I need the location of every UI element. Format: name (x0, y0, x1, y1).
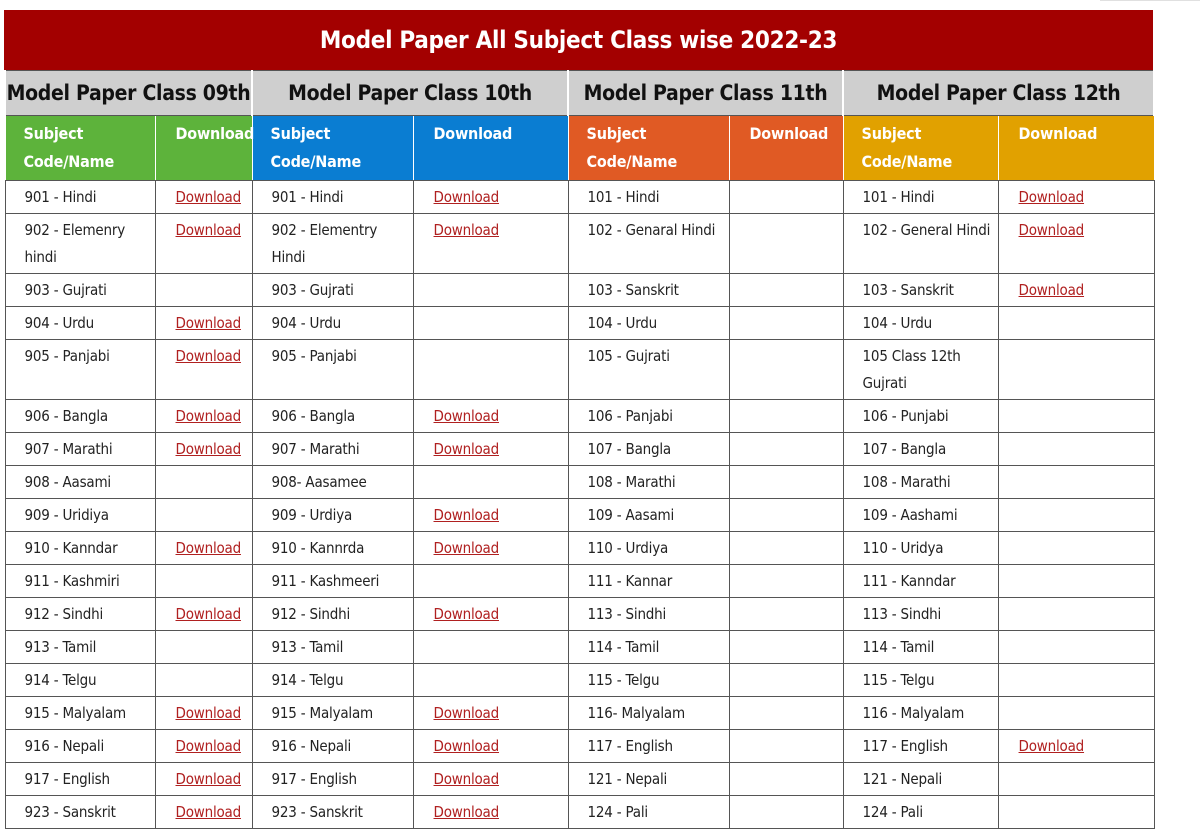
subject-cell-class-12: 115 - Telgu (843, 664, 998, 697)
subject-cell-class-11: 109 - Aasami (568, 499, 729, 532)
subject-cell-class-10: 917 - English (252, 763, 413, 796)
download-cell-class-10 (413, 466, 568, 499)
subject-cell-class-09: 910 - Kanndar (5, 532, 155, 565)
subject-cell-class-10: 915 - Malyalam (252, 697, 413, 730)
class-12-header: Model Paper Class 12th (843, 71, 1154, 116)
download-link[interactable]: Download (433, 770, 499, 788)
download-cell-class-09 (155, 730, 252, 763)
download-cell-class-09 (155, 664, 252, 697)
download-column-header: Download (413, 116, 568, 181)
download-link[interactable]: Download (1018, 188, 1085, 206)
subject-cell-class-12: 102 - General Hindi (843, 214, 998, 274)
subject-cell-class-11: 107 - Bangla (568, 433, 729, 466)
subject-column-header: Subject Code/Name (252, 116, 413, 181)
download-cell-class-10 (413, 181, 568, 214)
download-link[interactable]: Download (433, 737, 499, 755)
subject-cell-class-10: 903 - Gujrati (252, 274, 413, 307)
download-link[interactable]: Download (433, 440, 499, 458)
download-cell-class-09 (155, 796, 252, 829)
subject-cell-class-10: 901 - Hindi (252, 181, 413, 214)
download-column-header: Download (729, 116, 843, 181)
subject-cell-class-09: 901 - Hindi (5, 181, 155, 214)
subject-cell-class-10: 905 - Panjabi (252, 340, 413, 400)
subject-cell-class-11: 124 - Pali (568, 796, 729, 829)
download-cell-class-12 (998, 763, 1154, 796)
download-link[interactable]: Download (433, 605, 499, 623)
download-cell-class-12 (998, 466, 1154, 499)
download-link[interactable]: Download (1018, 737, 1085, 755)
subject-cell-class-12: 103 - Sanskrit (843, 274, 998, 307)
table-row (5, 307, 1154, 340)
download-cell-class-11 (729, 532, 843, 565)
download-cell-class-10 (413, 565, 568, 598)
subject-cell-class-12: 111 - Kanndar (843, 565, 998, 598)
download-cell-class-11 (729, 730, 843, 763)
download-cell-class-11 (729, 631, 843, 664)
download-cell-class-12 (998, 730, 1154, 763)
download-cell-class-10 (413, 664, 568, 697)
download-cell-class-11 (729, 466, 843, 499)
download-link[interactable]: Download (175, 407, 241, 425)
subject-column-header: Subject Code/Name (843, 116, 998, 181)
download-cell-class-11 (729, 664, 843, 697)
download-cell-class-12 (998, 307, 1154, 340)
download-cell-class-09 (155, 631, 252, 664)
table-row (5, 214, 1154, 274)
download-cell-class-10 (413, 499, 568, 532)
download-link[interactable]: Download (175, 605, 241, 623)
download-cell-class-12 (998, 400, 1154, 433)
subject-cell-class-10: 914 - Telgu (252, 664, 413, 697)
subject-cell-class-09: 908 - Aasami (5, 466, 155, 499)
download-cell-class-09 (155, 565, 252, 598)
table-row (5, 631, 1154, 664)
download-cell-class-11 (729, 274, 843, 307)
download-cell-class-10 (413, 433, 568, 466)
subject-cell-class-10: 923 - Sanskrit (252, 796, 413, 829)
table-row (5, 433, 1154, 466)
download-cell-class-10 (413, 763, 568, 796)
download-link[interactable]: Download (175, 314, 241, 332)
subject-cell-class-09: 903 - Gujrati (5, 274, 155, 307)
download-link[interactable]: Download (175, 347, 241, 365)
subject-cell-class-12: 114 - Tamil (843, 631, 998, 664)
subject-cell-class-11: 115 - Telgu (568, 664, 729, 697)
subject-cell-class-09: 905 - Panjabi (5, 340, 155, 400)
download-link[interactable]: Download (433, 221, 499, 239)
download-cell-class-11 (729, 697, 843, 730)
download-link[interactable]: Download (433, 803, 499, 821)
subject-cell-class-09: 912 - Sindhi (5, 598, 155, 631)
subject-cell-class-09: 916 - Nepali (5, 730, 155, 763)
subject-cell-class-12: 105 Class 12th Gujrati (843, 340, 998, 400)
download-cell-class-09 (155, 340, 252, 400)
table-row (5, 565, 1154, 598)
download-cell-class-11 (729, 181, 843, 214)
subject-cell-class-10: 910 - Kannrda (252, 532, 413, 565)
download-cell-class-09 (155, 466, 252, 499)
subject-cell-class-12: 113 - Sindhi (843, 598, 998, 631)
download-cell-class-12 (998, 340, 1154, 400)
subject-cell-class-12: 124 - Pali (843, 796, 998, 829)
download-link[interactable]: Download (433, 188, 499, 206)
download-link[interactable]: Download (175, 440, 241, 458)
model-paper-table (4, 70, 1155, 829)
subject-cell-class-10: 912 - Sindhi (252, 598, 413, 631)
subject-cell-class-09: 904 - Urdu (5, 307, 155, 340)
subject-cell-class-12: 116 - Malyalam (843, 697, 998, 730)
subject-cell-class-09: 914 - Telgu (5, 664, 155, 697)
subject-cell-class-10: 911 - Kashmeeri (252, 565, 413, 598)
download-cell-class-10 (413, 400, 568, 433)
subject-cell-class-12: 108 - Marathi (843, 466, 998, 499)
subject-cell-class-10: 913 - Tamil (252, 631, 413, 664)
download-cell-class-09 (155, 532, 252, 565)
download-cell-class-11 (729, 433, 843, 466)
download-link[interactable]: Download (1018, 221, 1085, 239)
download-cell-class-11 (729, 400, 843, 433)
download-link[interactable]: Download (433, 704, 499, 722)
download-cell-class-10 (413, 214, 568, 274)
subject-cell-class-11: 102 - Genaral Hindi (568, 214, 729, 274)
class-09-header: Model Paper Class 09th (5, 71, 252, 116)
subject-cell-class-09: 913 - Tamil (5, 631, 155, 664)
download-column-header: Download (998, 116, 1154, 181)
top-divider (1100, 0, 1200, 1)
table-row (5, 340, 1154, 400)
class-11-header: Model Paper Class 11th (568, 71, 843, 116)
subject-cell-class-10: 909 - Urdiya (252, 499, 413, 532)
download-cell-class-12 (998, 181, 1154, 214)
download-cell-class-11 (729, 763, 843, 796)
model-paper-panel (4, 10, 1153, 829)
download-cell-class-10 (413, 307, 568, 340)
subject-cell-class-09: 915 - Malyalam (5, 697, 155, 730)
subject-cell-class-09: 911 - Kashmiri (5, 565, 155, 598)
table-row (5, 763, 1154, 796)
download-cell-class-12 (998, 565, 1154, 598)
subject-column-header: Subject Code/Name (568, 116, 729, 181)
subject-cell-class-09: 902 - Elemenry hindi (5, 214, 155, 274)
download-cell-class-12 (998, 274, 1154, 307)
download-cell-class-09 (155, 274, 252, 307)
subject-cell-class-11: 111 - Kannar (568, 565, 729, 598)
table-row (5, 532, 1154, 565)
download-cell-class-09 (155, 181, 252, 214)
subject-cell-class-11: 103 - Sanskrit (568, 274, 729, 307)
download-cell-class-09 (155, 763, 252, 796)
download-cell-class-12 (998, 664, 1154, 697)
download-link[interactable]: Download (433, 407, 499, 425)
subject-cell-class-11: 121 - Nepali (568, 763, 729, 796)
download-link[interactable]: Download (433, 539, 499, 557)
table-row (5, 274, 1154, 307)
table-row (5, 697, 1154, 730)
subject-cell-class-12: 104 - Urdu (843, 307, 998, 340)
table-row (5, 181, 1154, 214)
download-cell-class-10 (413, 598, 568, 631)
download-link[interactable]: Download (175, 188, 241, 206)
subject-cell-class-12: 107 - Bangla (843, 433, 998, 466)
download-cell-class-09 (155, 214, 252, 274)
download-link[interactable]: Download (175, 803, 241, 821)
download-cell-class-10 (413, 274, 568, 307)
download-cell-class-12 (998, 598, 1154, 631)
download-cell-class-11 (729, 565, 843, 598)
subject-cell-class-10: 916 - Nepali (252, 730, 413, 763)
table-row (5, 664, 1154, 697)
subject-cell-class-09: 906 - Bangla (5, 400, 155, 433)
subject-cell-class-12: 121 - Nepali (843, 763, 998, 796)
table-row (5, 499, 1154, 532)
table-row (5, 796, 1154, 829)
subject-cell-class-11: 110 - Urdiya (568, 532, 729, 565)
download-cell-class-12 (998, 532, 1154, 565)
download-cell-class-11 (729, 598, 843, 631)
subject-cell-class-10: 908- Aasamee (252, 466, 413, 499)
table-row (5, 466, 1154, 499)
subject-cell-class-09: 907 - Marathi (5, 433, 155, 466)
download-link[interactable]: Download (175, 770, 241, 788)
subject-cell-class-12: 109 - Aashami (843, 499, 998, 532)
subject-cell-class-11: 101 - Hindi (568, 181, 729, 214)
download-cell-class-09 (155, 697, 252, 730)
table-row (5, 598, 1154, 631)
subject-cell-class-09: 909 - Uridiya (5, 499, 155, 532)
subject-cell-class-11: 105 - Gujrati (568, 340, 729, 400)
download-cell-class-10 (413, 631, 568, 664)
subject-cell-class-11: 104 - Urdu (568, 307, 729, 340)
subject-cell-class-11: 117 - English (568, 730, 729, 763)
download-link[interactable]: Download (175, 539, 241, 557)
download-cell-class-10 (413, 697, 568, 730)
download-cell-class-12 (998, 796, 1154, 829)
download-cell-class-11 (729, 214, 843, 274)
download-cell-class-11 (729, 499, 843, 532)
download-link[interactable]: Download (175, 704, 241, 722)
download-link[interactable]: Download (175, 737, 241, 755)
table-row (5, 400, 1154, 433)
download-cell-class-11 (729, 796, 843, 829)
download-link[interactable]: Download (1018, 281, 1085, 299)
subject-cell-class-11: 106 - Panjabi (568, 400, 729, 433)
subject-cell-class-10: 904 - Urdu (252, 307, 413, 340)
download-cell-class-10 (413, 340, 568, 400)
subject-cell-class-12: 101 - Hindi (843, 181, 998, 214)
table-row (5, 730, 1154, 763)
subject-cell-class-12: 110 - Uridya (843, 532, 998, 565)
subject-cell-class-11: 114 - Tamil (568, 631, 729, 664)
download-link[interactable]: Download (175, 221, 241, 239)
download-link[interactable]: Download (433, 506, 499, 524)
subject-column-header: Subject Code/Name (5, 116, 155, 181)
download-cell-class-10 (413, 730, 568, 763)
subject-cell-class-10: 902 - Elementry Hindi (252, 214, 413, 274)
download-cell-class-09 (155, 598, 252, 631)
download-cell-class-12 (998, 697, 1154, 730)
download-cell-class-11 (729, 307, 843, 340)
download-cell-class-10 (413, 532, 568, 565)
download-cell-class-12 (998, 214, 1154, 274)
subject-cell-class-10: 906 - Bangla (252, 400, 413, 433)
subject-cell-class-11: 108 - Marathi (568, 466, 729, 499)
class-10-header: Model Paper Class 10th (252, 71, 568, 116)
subject-cell-class-12: 106 - Punjabi (843, 400, 998, 433)
subject-cell-class-09: 917 - English (5, 763, 155, 796)
download-cell-class-12 (998, 631, 1154, 664)
download-column-header: Download (155, 116, 252, 181)
subject-cell-class-09: 923 - Sanskrit (5, 796, 155, 829)
subject-cell-class-12: 117 - English (843, 730, 998, 763)
download-cell-class-09 (155, 499, 252, 532)
subject-cell-class-10: 907 - Marathi (252, 433, 413, 466)
download-cell-class-12 (998, 499, 1154, 532)
download-cell-class-09 (155, 433, 252, 466)
download-cell-class-09 (155, 400, 252, 433)
download-cell-class-12 (998, 433, 1154, 466)
download-cell-class-10 (413, 796, 568, 829)
page-title: Model Paper All Subject Class wise 2022-23 (4, 10, 1153, 70)
download-cell-class-11 (729, 340, 843, 400)
download-cell-class-09 (155, 307, 252, 340)
subject-cell-class-11: 116- Malyalam (568, 697, 729, 730)
subject-cell-class-11: 113 - Sindhi (568, 598, 729, 631)
